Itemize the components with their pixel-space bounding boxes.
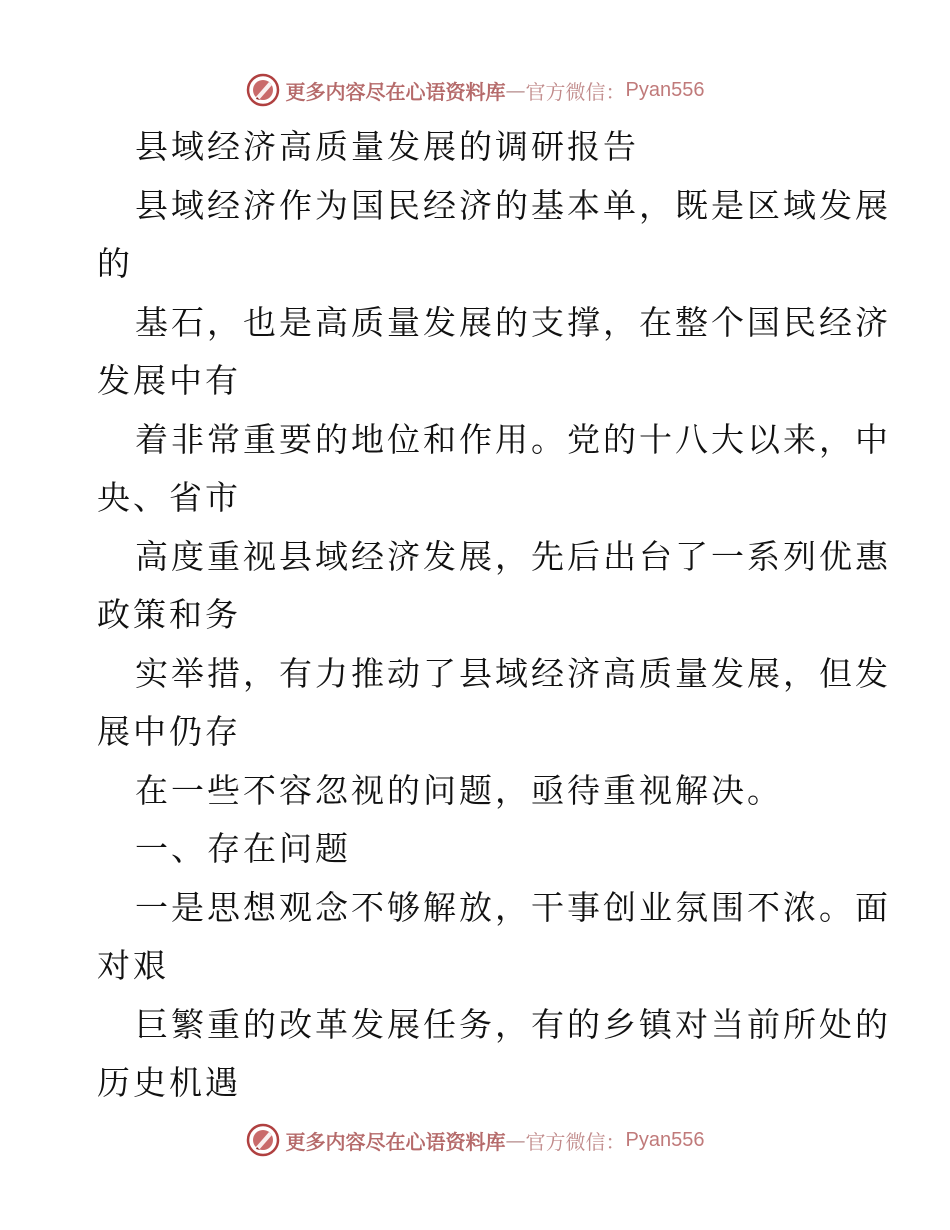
watermark-main-text: 更多内容尽在心语资料库 (285, 79, 506, 104)
text-line: 实举措，有力推动了县域经济高质量发展，但发 (135, 653, 891, 693)
fountain-pen-seal-icon (246, 73, 280, 107)
text-line: 一、存在问题 (135, 829, 351, 868)
watermark-separator: — (505, 78, 526, 102)
text-line: 对艰 (97, 946, 169, 985)
header-watermark (0, 70, 950, 110)
text-line: 县域经济作为国民经济的基本单，既是区域发展 (135, 185, 891, 225)
watermark-wechat-label: 官方微信： (525, 79, 626, 104)
text-line: 巨繁重的改革发展任务，有的乡镇对当前所处的 (135, 1004, 891, 1044)
document-body (97, 118, 891, 1113)
watermark-wechat-label: 官方微信： (525, 1129, 626, 1154)
text-line: 展中仍存 (97, 712, 241, 751)
text-line: 的 (97, 244, 133, 283)
text-line: 在一些不容忽视的问题，亟待重视解决。 (135, 770, 783, 810)
watermark-wechat-id: Pyan556 (625, 1128, 705, 1151)
fountain-pen-seal-icon (246, 1123, 280, 1157)
text-line: 历史机遇 (97, 1063, 241, 1102)
text-line: 着非常重要的地位和作用。党的十八大以来，中 (135, 419, 891, 459)
text-line: 央、省市 (97, 478, 241, 517)
text-line: 基石，也是高质量发展的支撑，在整个国民经济 (135, 302, 891, 342)
text-line: 一是思想观念不够解放，干事创业氛围不浓。面 (135, 887, 891, 927)
watermark-separator: — (505, 1128, 526, 1152)
footer-watermark (0, 1120, 950, 1160)
text-line: 县域经济高质量发展的调研报告 (135, 127, 639, 166)
text-line: 高度重视县域经济发展，先后出台了一系列优惠 (135, 536, 891, 576)
watermark-main-text: 更多内容尽在心语资料库 (285, 1129, 506, 1154)
text-line: 政策和务 (97, 595, 241, 634)
watermark-wechat-id: Pyan556 (625, 78, 705, 101)
text-line: 发展中有 (97, 361, 241, 400)
